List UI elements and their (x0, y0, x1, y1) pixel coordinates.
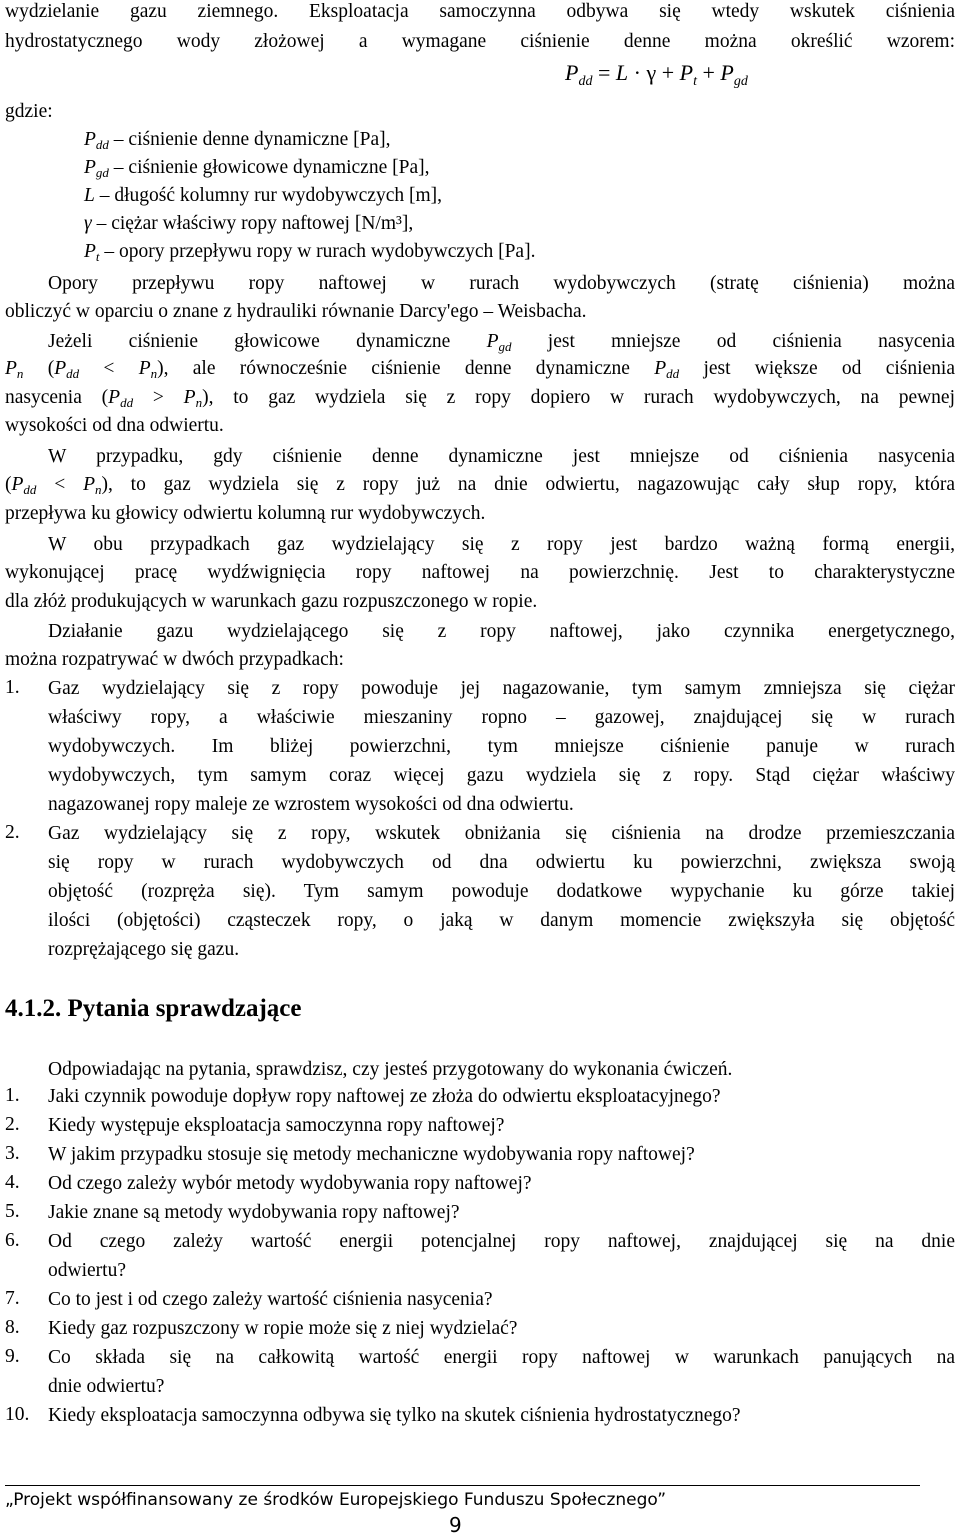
list-item-line: objętość (rozpręża się). Tym samym powoduje dodatkowe wypychanie ku górze takiej (48, 881, 955, 902)
footer-text: „Projekt współfinansowany ze środków Europejskiego Funduszu Społecznego” (5, 1490, 667, 1510)
definition-text: – ciśnienie denne dynamiczne [Pa], (108, 129, 391, 150)
symbol: P (11, 474, 24, 495)
gdzie-label: gdzie: (5, 101, 53, 122)
subscript: n (94, 482, 102, 497)
question-number: 4. (5, 1172, 20, 1193)
formula-operator: + (696, 60, 721, 85)
paragraph-line (48, 330, 955, 355)
intro-text: Odpowiadając na pytania, sprawdzisz, czy jesteś przygotowany do wykonania ćwiczeń. (48, 1059, 733, 1080)
question-text: Jaki czynnik powoduje dopływ ropy naftowej ze złoża do odwiertu eksploatacyjnego? (48, 1086, 721, 1107)
definition-symbol: P (84, 129, 96, 150)
question-number: 1. (5, 1085, 20, 1106)
paragraph-line: Działanie gazu wydzielającego się z ropy naftowej, jako czynnika energetycznego, (48, 621, 955, 642)
list-item-line: ilości (objętości) cząsteczek ropy, o jaką w danym momencie zwiększyła się objętość (48, 910, 955, 931)
definition-item (84, 240, 535, 265)
paragraph-line: obliczyć w oparciu o znane z hydrauliki równanie Darcy'ego – Weisbacha. (5, 301, 587, 322)
list-item-line: wydobywczych. Im bliżej powierzchni, tym mniejsze ciśnienie panuje w rurach (48, 736, 955, 757)
page-number: 9 (449, 1513, 462, 1537)
formula-symbol: L (615, 60, 629, 85)
text-fragment: > (133, 387, 184, 408)
text-line: hydrostatycznego wody złożowej a wymagane ciśnienie denne można określić wzorem: (5, 31, 955, 52)
question-text: W jakim przypadku stosuje się metody mechaniczne wydobywania ropy naftowej? (48, 1144, 695, 1165)
paragraph-line: wykonującej pracę wydźwignięcia ropy naftowej na powierzchnię. Jest to charakterystyczne (5, 562, 955, 583)
symbol: P (54, 358, 67, 379)
formula-symbol: P (720, 60, 734, 85)
subscript: n (195, 395, 203, 410)
subscript: dd (66, 366, 80, 381)
question-number: 9. (5, 1346, 20, 1367)
paragraph-line: można rozpatrywać w dwóch przypadkach: (5, 649, 344, 670)
text-fragment: jest mniejsze od ciśnienia nasycenia (511, 331, 955, 352)
text-fragment: ), to gaz wydziela się z ropy dopiero w rurach wydobywczych, na pewnej (202, 387, 955, 408)
list-item-line: Gaz wydzielający się z ropy powoduje jej nagazowanie, tym samym zmniejsza się ciężar (48, 678, 955, 699)
definition-symbol: L (84, 185, 95, 206)
subscript: dd (120, 395, 134, 410)
symbol: P (83, 474, 95, 495)
question-text: dnie odwiertu? (48, 1376, 165, 1397)
formula-subscript: gd (733, 74, 748, 89)
paragraph-line (5, 357, 955, 382)
formula-subscript: t (693, 74, 697, 89)
symbol: P (654, 358, 667, 379)
symbol: P (138, 358, 151, 379)
text-fragment: jest większe od ciśnienia (679, 358, 955, 379)
formula-symbol: P (565, 60, 579, 85)
list-number: 2. (5, 822, 20, 843)
list-item-line: właściwy ropy, a właściwie mieszaniny ropno – gazowej, znajdującej się w rurach (48, 707, 955, 728)
text-fragment: < (79, 358, 139, 379)
question-number: 8. (5, 1317, 20, 1338)
question-number: 10. (5, 1404, 30, 1425)
text-fragment: nasycenia ( (5, 387, 109, 408)
list-item-line: Gaz wydzielający się z ropy, wskutek obniżania się ciśnienia na drodze przemieszczania (48, 823, 955, 844)
definition-text: – ciężar właściwy ropy naftowej [N/m³], (91, 213, 414, 234)
question-text: Co to jest i od czego zależy wartość ciśnienia nasycenia? (48, 1289, 493, 1310)
formula-operator: + (656, 60, 680, 85)
paragraph-line: W obu przypadkach gaz wydzielający się z ropy jest bardzo ważną formą energii, (48, 534, 955, 555)
paragraph-line (5, 473, 955, 498)
formula-operator: = (592, 60, 616, 85)
question-number: 7. (5, 1288, 20, 1309)
question-text: Kiedy gaz rozpuszczony w ropie może się z niej wydzielać? (48, 1318, 518, 1339)
symbol: P (5, 358, 17, 379)
definition-symbol: P (84, 241, 96, 262)
paragraph-line: Opory przepływu ropy naftowej w rurach wydobywczych (stratę ciśnienia) można (48, 273, 955, 294)
question-number: 6. (5, 1230, 20, 1251)
formula-subscript: dd (578, 74, 593, 89)
question-text: Co składa się na całkowitą wartość energii ropy naftowej w warunkach panujących na (48, 1347, 955, 1368)
list-number: 1. (5, 677, 20, 698)
subscript: n (16, 366, 24, 381)
list-item-line: się ropy w rurach wydobywczych od dna odwiertu ku powierzchni, zwiększa swoją (48, 852, 955, 873)
symbol: P (108, 387, 121, 408)
definition-subscript: gd (95, 165, 109, 180)
definition-subscript: dd (95, 137, 109, 152)
definition-item (84, 156, 429, 181)
text-fragment: ), to gaz wydziela się z ropy już na dnie odwiertu, nagazowując cały słup ropy, która (101, 474, 955, 495)
formula-symbol: P (679, 60, 694, 85)
subscript: gd (498, 339, 512, 354)
question-text: Jakie znane są metody wydobywania ropy naftowej? (48, 1202, 460, 1223)
section-heading: 4.1.2. Pytania sprawdzające (5, 995, 302, 1022)
paragraph-line: dla złóż produkujących w warunkach gazu rozpuszczonego w ropie. (5, 591, 538, 612)
paragraph-line (5, 386, 955, 411)
definition-text: – długość kolumny rur wydobywczych [m], (94, 185, 443, 206)
list-item-line: rozprężającego się gazu. (48, 939, 240, 960)
question-text: Kiedy eksploatacja samoczynna odbywa się tylko na skutek ciśnienia hydrostatycznego? (48, 1405, 741, 1426)
definition-symbol: P (84, 157, 96, 178)
text-fragment: Jeżeli ciśnienie głowicowe dynamiczne (48, 331, 487, 352)
text-fragment: ( (5, 474, 12, 495)
question-text: Kiedy występuje eksploatacja samoczynna ropy naftowej? (48, 1115, 505, 1136)
paragraph-line: W przypadku, gdy ciśnienie denne dynamiczne jest mniejsze od ciśnienia nasycenia (48, 446, 955, 467)
question-number: 3. (5, 1143, 20, 1164)
subscript: dd (666, 366, 680, 381)
question-text: odwiertu? (48, 1260, 126, 1281)
formula-symbol: γ (646, 60, 657, 85)
paragraph-line: przepływa ku głowicy odwiertu kolumną rur wydobywczych. (5, 503, 486, 524)
definition-item (84, 212, 413, 236)
formula-operator: · (628, 60, 647, 85)
definition-item (84, 128, 390, 153)
definition-item (84, 184, 442, 208)
text-line: wydzielanie gazu ziemnego. Eksploatacja samoczynna odbywa się wtedy wskutek ciśnienia (5, 1, 955, 22)
definition-text: – opory przepływu ropy w rurach wydobywczych [Pa]. (99, 241, 536, 262)
subscript: dd (23, 482, 37, 497)
list-item-line: wydobywczych, tym samym coraz więcej gazu wydziela się z ropy. Stąd ciężar właściwy (48, 765, 955, 786)
question-number: 5. (5, 1201, 20, 1222)
symbol: P (183, 387, 196, 408)
formula (565, 60, 748, 89)
symbol: P (486, 331, 499, 352)
list-item-line: nagazowanej ropy maleje ze wzrostem wysokości od dna odwiertu. (48, 794, 574, 815)
definition-text: – ciśnienie głowicowe dynamiczne [Pa], (108, 157, 430, 178)
subscript: n (150, 366, 158, 381)
definition-subscript: t (95, 249, 100, 264)
definition-symbol: γ (84, 213, 92, 234)
text-fragment: ), ale równocześnie ciśnienie denne dynamiczne (157, 358, 655, 379)
question-text: Od czego zależy wartość energii potencjalnej ropy naftowej, znajdującej się na dnie (48, 1231, 955, 1252)
footer-divider (5, 1485, 920, 1486)
question-number: 2. (5, 1114, 20, 1135)
question-text: Od czego zależy wybór metody wydobywania ropy naftowej? (48, 1173, 532, 1194)
text-fragment: ( (23, 358, 55, 379)
text-fragment: < (36, 474, 84, 495)
paragraph-line: wysokości od dna odwiertu. (5, 415, 224, 436)
